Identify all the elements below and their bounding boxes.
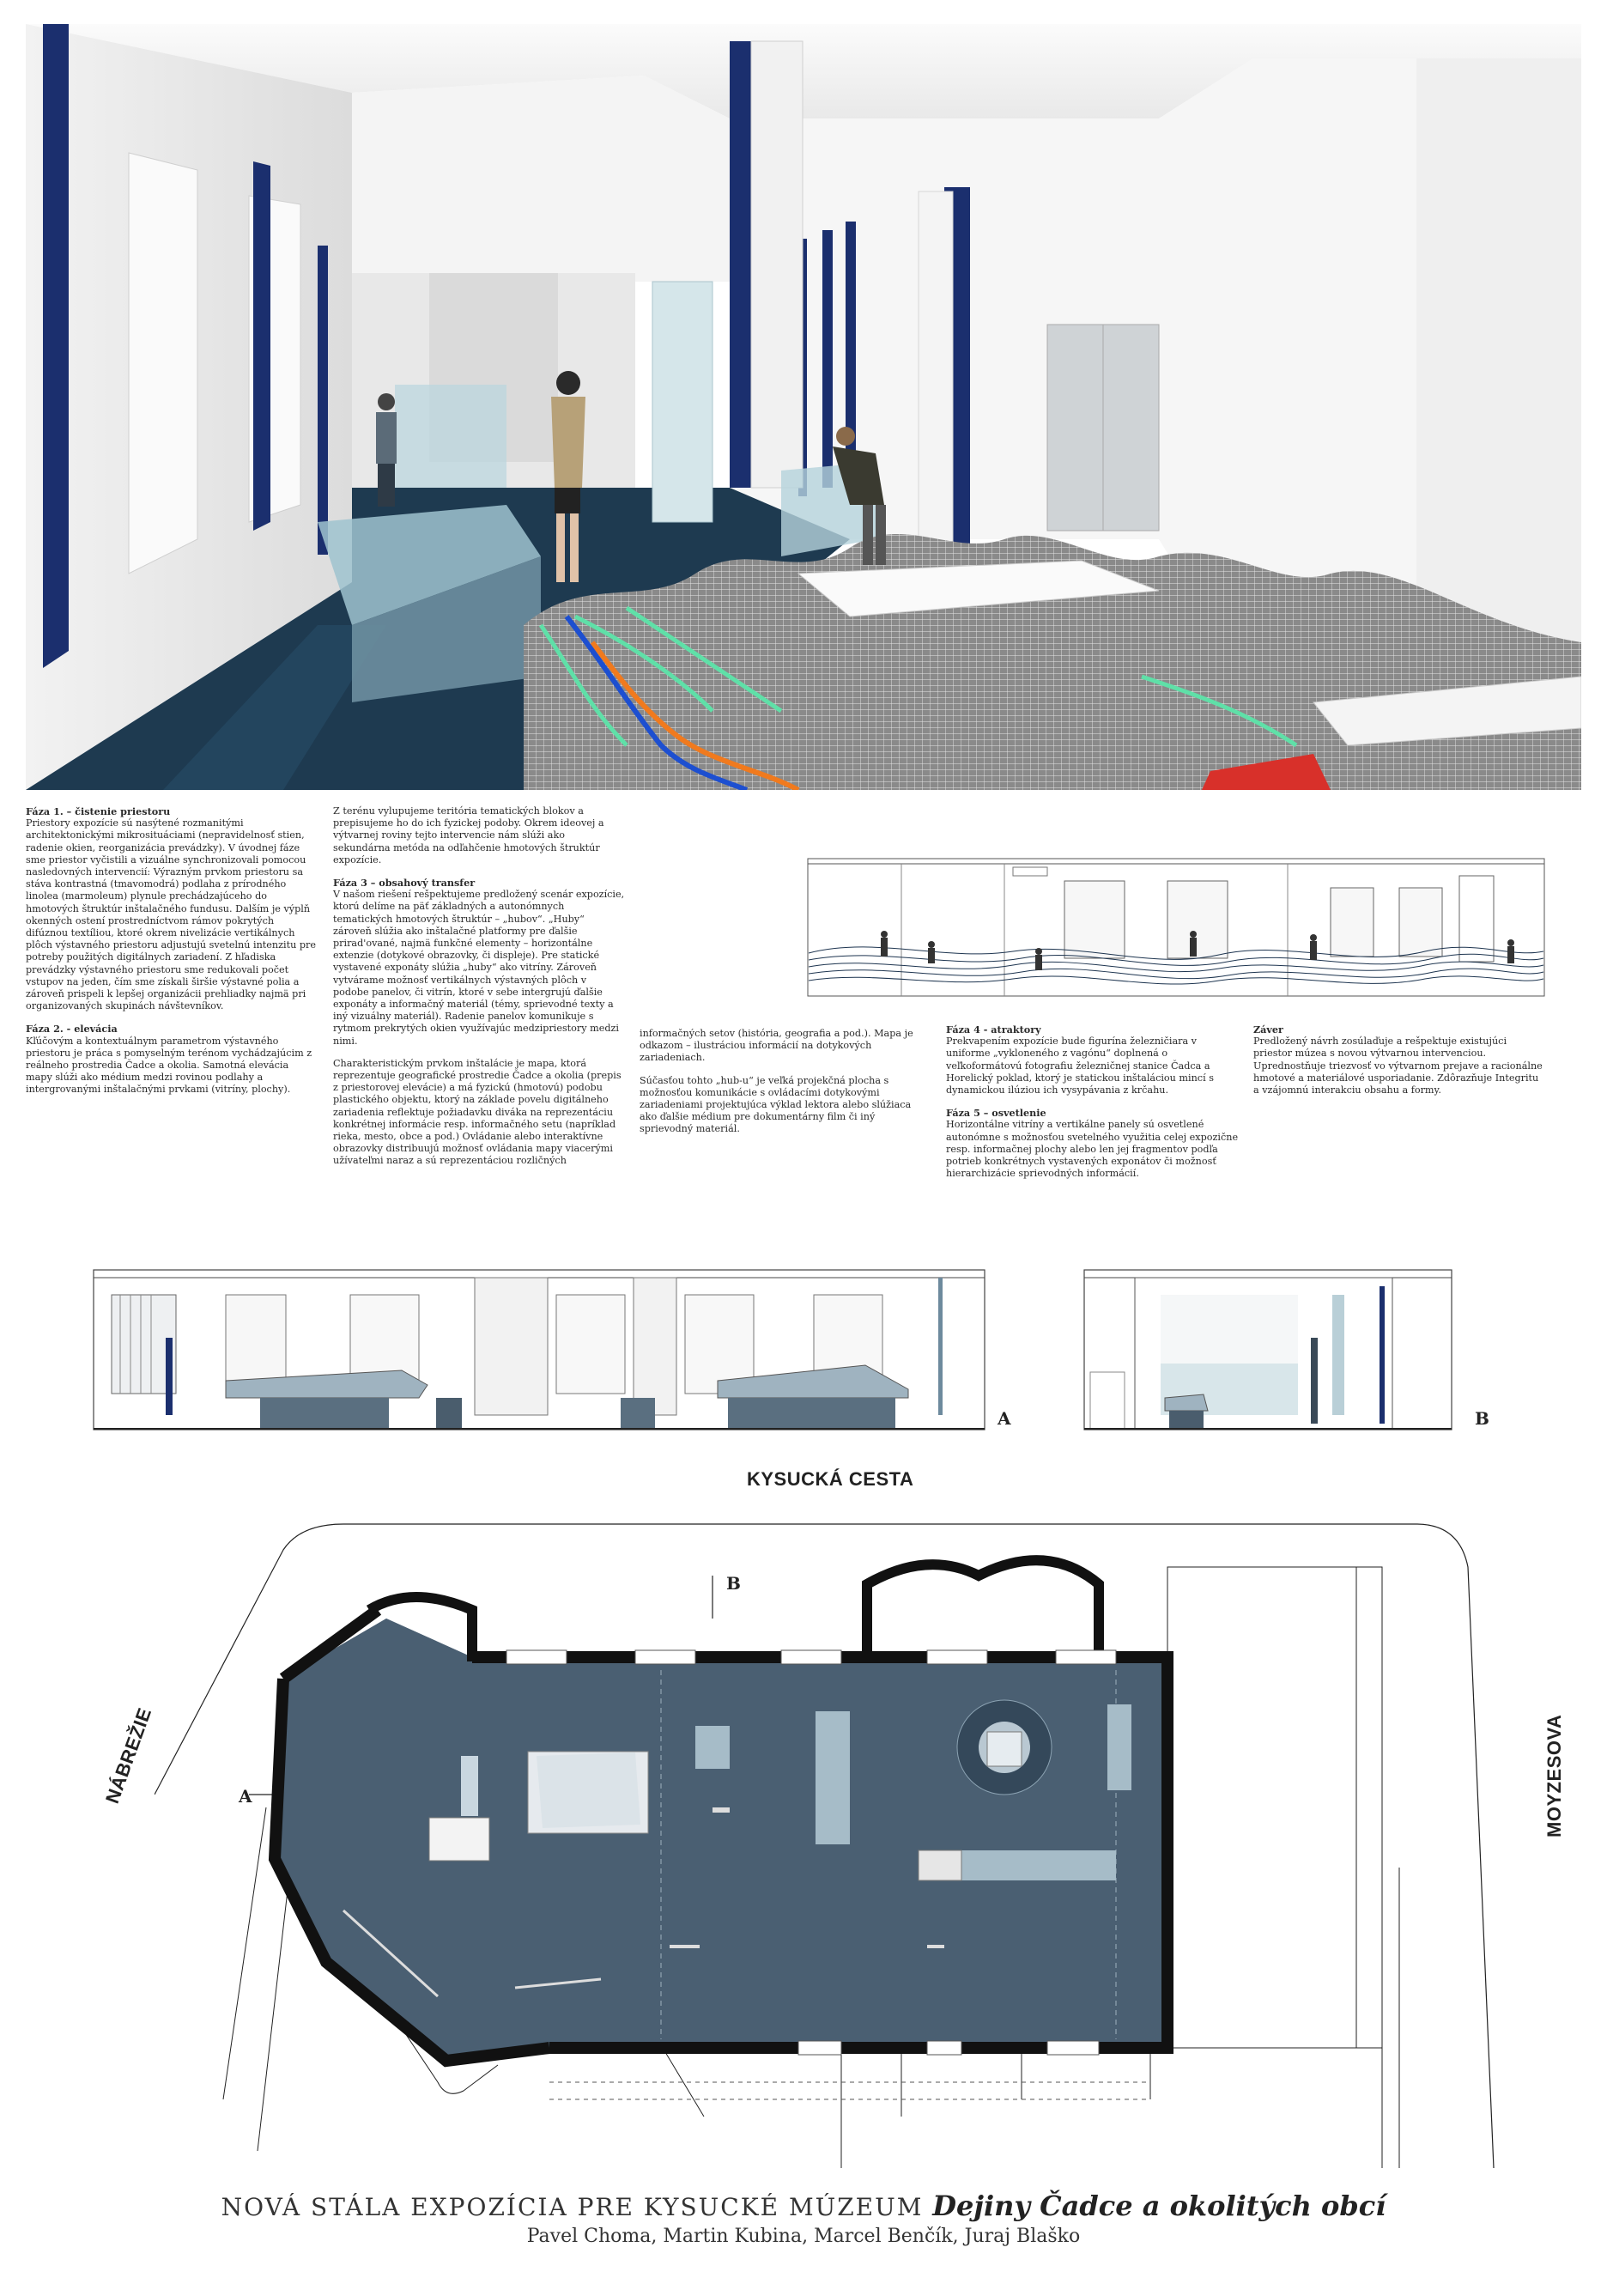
phase-4-heading: Fáza 4 - atraktory <box>946 1023 1041 1036</box>
phase-5-heading: Fáza 5 – osvetlenie <box>946 1107 1046 1120</box>
street-label-right: MOYZESOVA <box>1543 1714 1565 1837</box>
title-bold: Dejiny Čadce a okolitých obcí <box>932 2190 1386 2222</box>
phase-5-text: Horizontálne vitríny a vertikálne panely sú osvetlené autonómne s možnosťou svetelného využitia celej expozične resp. informačnej plochy alebo len jej fragmentov podľa potrieb konkrétnych vystavených exponátov či možnosť hierarchizácie sprievodných informácií. <box>946 1119 1239 1180</box>
text-column-2 <box>333 805 625 1168</box>
phase-3-heading: Fáza 3 – obsahový transfer <box>333 877 476 890</box>
interior-render <box>26 24 1581 790</box>
long-section-svg <box>807 850 1545 1005</box>
text-column-3 <box>640 1028 927 1136</box>
poster-title <box>0 2190 1607 2222</box>
cut-b-label: B <box>726 1573 741 1594</box>
cut-a-label: A <box>239 1786 252 1807</box>
phase-2-text: Kľúčovým a kontextuálnym parametrom výstavného priestoru je práca s pomyselným terénom vychádzajúcim z reálneho prostredia Čadce a okolia. Samotná elevácia mapy slúži ako médium medzi rovinou podlahy a intergrovanými inštalačnými prvkami (vitríny, plochy). <box>26 1035 312 1096</box>
floor-plan-svg <box>155 1498 1511 2168</box>
text-column-5 <box>1253 1023 1545 1096</box>
phase-3-text: V našom riešení rešpektujeme predložený scenár expozície, ktorú delíme na päť základných a autonómnych tematických hmotových štruktúr – „hubov“. „Huby“ zároveň slúžia ako inštalačné platformy pre ďalšie prirad'ované, najmä funkčné elementy – horizontálne extenzie (dotykové obrazovky, či displeje). Pre statické vystavené exponáty slúžia „huby“ ako vitríny. Zároveň vytvárame možnosť vertikálnych výstavných plôch v podobe panelov, či vitrín, ktoré v sebe intergrujú ďalšie exponáty a informačný materiál (témy, sprievodné texty a iný vizuálny materiál). Radenie panelov komunikuje s rytmom prekrytých okien využívajúc medzipriestory medzi nimi. <box>333 889 625 1047</box>
section-a-svg <box>93 1269 985 1432</box>
street-label-left: NÁBREŽIE <box>101 1704 156 1807</box>
phase-3-continued: informačných setov (história, geografia a pod.). Mapa je odkazom – ilustráciou informácií na dotykových zariadeniach. <box>640 1028 913 1064</box>
phase-1-text: Priestory expozície sú nasýtené rozmanitými architektonickými mikrosituáciami (nepravidelnosť stien, radenie okien, reorganizácia prevádzky). V úvodnej fáze sme priestor vyčistili a vizuálne synchronizovali pomocou nasledovných intervencií: Výrazným prvkom priestoru sa stáva kontrastná (tmavomodrá) podlaha z prírodného linolea (marmoleum) plynule prechádzajúceho do hmotových štruktúr inštalačného fundusu. Dalším je výplň okenných ostení prostredníctvom rámov pokrytých difúznou textíliou, ktoré okrem nivelizácie vertikálnych plôch výstavného priestoru adjustujú svetelnú intenzitu pre potreby použitých digitálnych zariadení. Z hľadiska prevádzky výstavného priestoru sme redukovali počet vstupov na jeden, čím sme získali širšie výstavné polia a zároveň prispeli k lepšej organizácii prehliadky najmä pri organizovaných skupinách návštevníkov. <box>26 817 316 1012</box>
title-plain: NOVÁ STÁLA EXPOZÍCIA PRE KYSUCKÉ MÚZEUM <box>221 2193 924 2221</box>
phase-2-continued: Z terénu vylupujeme teritória tematických blokov a prepisujeme ho do ich fyzickej podoby. Okrem ideovej a výtvarnej roviny tejto intervencie nám slúži ako sekundárna metóda na odľahčenie hmotových štruktúr expozície. <box>333 805 604 866</box>
conclusion-text: Predložený návrh zosúlaďuje a rešpektuje existujúci priestor múzea s novou výtvarnou intervenciou. Uprednostňuje triezvosť vo výtvarnom prejave a racionálne hmotové a materiálové usporiadanie. Zdôrazňuje Integritu a vzájomnú interakciu obsahu a formy. <box>1253 1036 1543 1096</box>
section-b-svg <box>1083 1269 1452 1432</box>
street-label-top: KYSUCKÁ CESTA <box>747 1468 914 1490</box>
conclusion-heading: Záver <box>1253 1023 1283 1036</box>
phase-1-heading: Fáza 1. – čistenie priestoru <box>26 805 171 817</box>
authors: Pavel Choma, Martin Kubina, Marcel Benčík, Juraj Blaško <box>526 2226 1081 2247</box>
phase-2-heading: Fáza 2. - elevácia <box>26 1023 118 1036</box>
section-a-label: A <box>998 1408 1011 1429</box>
phase-4-text: Prekvapením expozície bude figurína železničiara v uniforme „vykloneného z vagónu“ doplnená o veľkoformátovú fotografiu železničnej stanice Čadca a Horelický poklad, ktorý je statickou inštaláciou mincí s dynamickou ilúziou ich vysypávania z krčahu. <box>946 1036 1214 1096</box>
floor-plan <box>155 1498 1511 2168</box>
phase-3-map-text: Charakteristickým prvkom inštalácie je mapa, ktorá reprezentuje geografické prostredie Čadce a okolia (prepis z priestorovej elevácie) a má fyzickú (hmotovú) podobu plastického objektu, ktorý na základe povelu digitálneho zariadenia reflektuje požiadavku diváka na reprezentáciu konkrétnej informácie resp. informačného setu (napríklad rieka, mesto, obce a pod.) Ovládanie alebo interaktívne obrazovky distribuujú možnosť ovládania mapy viacerými užívateľmi naraz a sú reprezentáciou rozličných <box>333 1057 622 1167</box>
section-b-drawing <box>1083 1269 1452 1432</box>
section-b-label: B <box>1475 1408 1489 1429</box>
text-column-1 <box>26 805 318 1096</box>
hub-projection-text: Súčasťou tohto „hub-u“ je veľká projekčná plocha s možnosťou komunikácie s ovládacími dotykovými zariadeniami projektujúca výklad lektora alebo slúžiaca ako ďalšie médium pre dokumentárny film či iný sprievodný materiál. <box>640 1074 912 1135</box>
long-section-drawing <box>807 850 1545 1005</box>
render-illustration <box>26 24 1581 790</box>
section-a-drawing <box>93 1269 985 1432</box>
text-column-4 <box>946 1023 1242 1180</box>
